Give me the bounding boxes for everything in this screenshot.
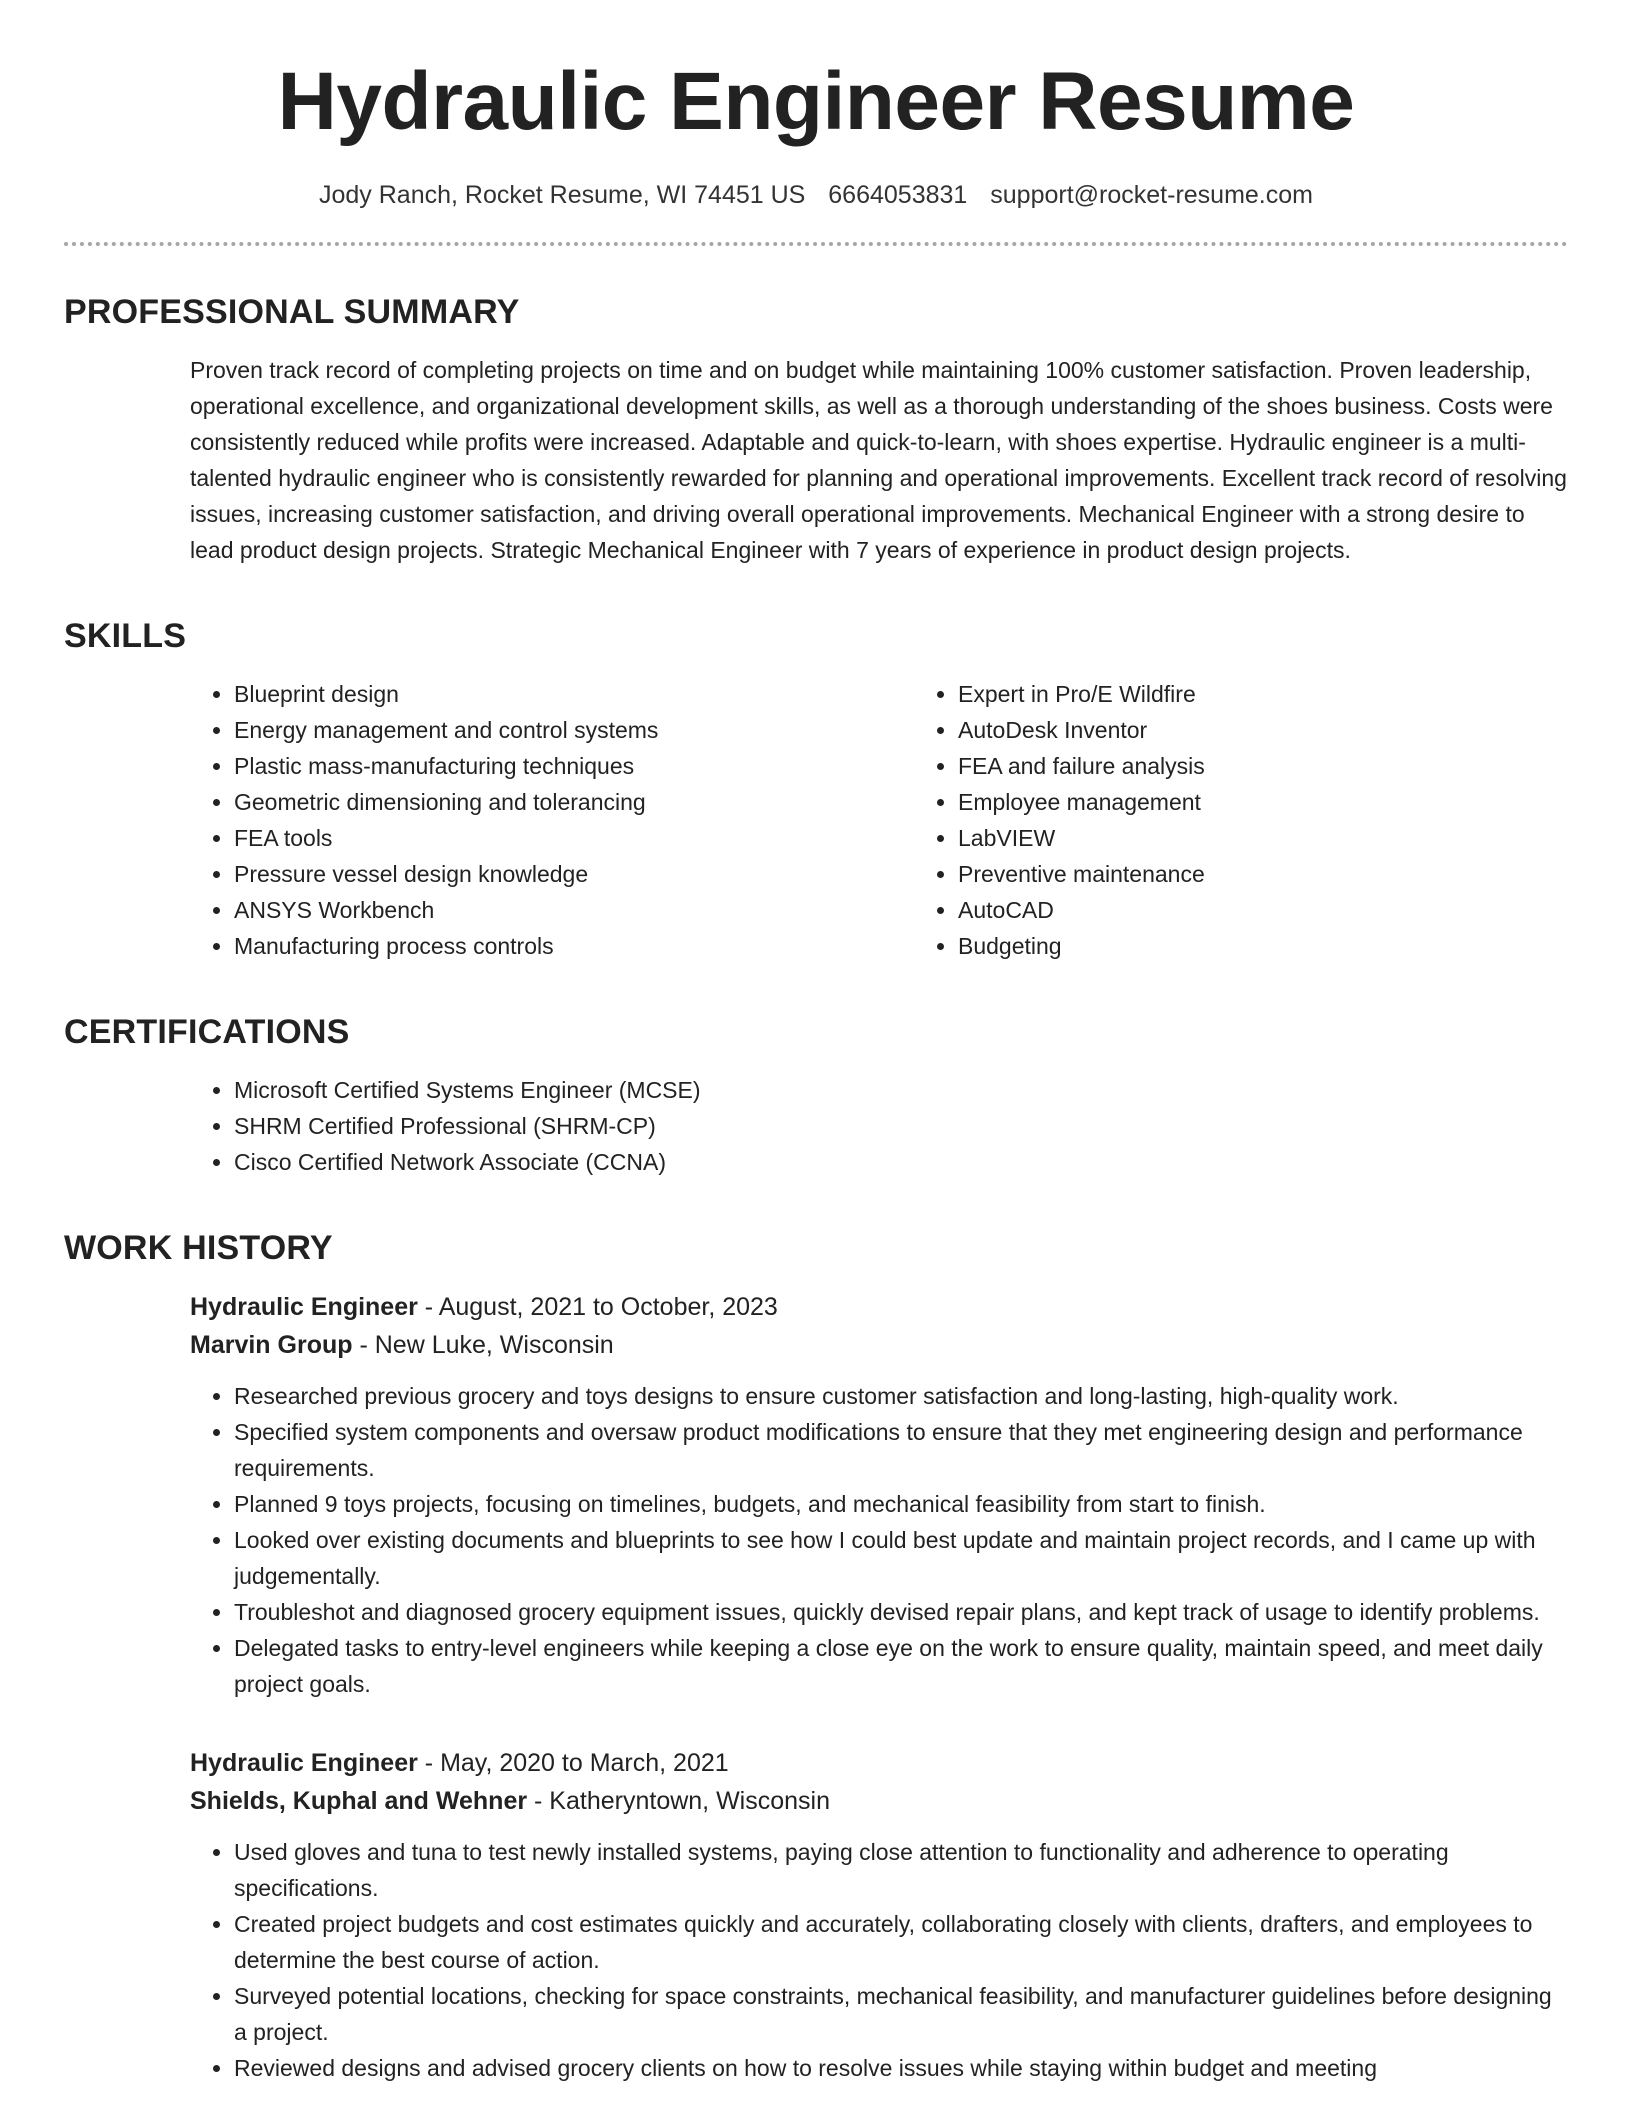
- job-duty: • Specified system components and oversaw product modifications to ensure that they met engineering design and performance requirements.: [234, 1414, 1568, 1486]
- job-duties-list: [190, 1378, 1568, 1702]
- job-location: - Katheryntown, Wisconsin: [527, 1787, 830, 1815]
- skill-item: • LabVIEW: [958, 820, 1632, 856]
- job-duty: • Surveyed potential locations, checking for space constraints, mechanical feasibility, and manufacturer guidelines before designing a project.: [234, 1978, 1568, 2050]
- summary-heading: PROFESSIONAL SUMMARY: [64, 293, 520, 331]
- job-company-line: [190, 1782, 1568, 1820]
- certifications-heading: CERTIFICATIONS: [64, 1013, 350, 1051]
- job-location: - New Luke, Wisconsin: [352, 1331, 614, 1359]
- job-duty: • Used gloves and tuna to test newly installed systems, paying close attention to functionality and adherence to operating specifications.: [234, 1834, 1568, 1906]
- job-duty: • Researched previous grocery and toys designs to ensure customer satisfaction and long-lasting, high-quality work.: [234, 1378, 1568, 1414]
- skills-heading: SKILLS: [64, 617, 187, 655]
- job-duty: • Planned 9 toys projects, focusing on timelines, budgets, and mechanical feasibility from start to finish.: [234, 1486, 1568, 1522]
- certifications-section: [64, 1012, 1568, 1180]
- job-entry: [190, 1744, 1568, 2086]
- summary-text: Proven track record of completing projects on time and on budget while maintaining 100% customer satisfaction. Proven leadership, operational excellence, and organizational development skills, as well as a thorough understanding of the shoes business. Costs were consistently reduced while profits were increased. Adaptable and quick-to-learn, with shoes expertise. Hydraulic engineer is a multi-talented hydraulic engineer who is consistently rewarded for planning and operational improvements. Excellent track record of resolving issues, increasing customer satisfaction, and driving overall operational improvements. Mechanical Engineer with a strong desire to lead product design projects. Strategic Mechanical Engineer with 7 years of experience in product design projects.: [190, 357, 1567, 563]
- skill-item: • Blueprint design: [234, 676, 914, 712]
- skill-item: • AutoCAD: [958, 892, 1632, 928]
- skill-item: • Pressure vessel design knowledge: [234, 856, 914, 892]
- job-company-line: [190, 1326, 1568, 1364]
- skill-item: • ANSYS Workbench: [234, 892, 914, 928]
- contact-email: support@rocket-resume.com: [990, 181, 1313, 209]
- work-history-heading: WORK HISTORY: [64, 1229, 333, 1267]
- skills-list-left: [190, 676, 914, 964]
- job-entry: [190, 1288, 1568, 1702]
- job-title-line: [190, 1744, 1568, 1782]
- skill-item: • FEA tools: [234, 820, 914, 856]
- job-dates: - May, 2020 to March, 2021: [417, 1749, 729, 1777]
- work-history-section: [64, 1228, 1568, 2086]
- resume-page: [64, 52, 1568, 2128]
- summary-section: [64, 292, 1568, 568]
- contact-line: [64, 178, 1568, 212]
- job-duty: • Troubleshot and diagnosed grocery equipment issues, quickly devised repair plans, and kept track of usage to identify problems.: [234, 1594, 1568, 1630]
- job-company: Marvin Group: [190, 1331, 353, 1359]
- job-title-line: [190, 1288, 1568, 1326]
- header-divider: [64, 242, 1568, 246]
- job-company: Shields, Kuphal and Wehner: [190, 1787, 528, 1815]
- contact-address: Jody Ranch, Rocket Resume, WI 74451 US: [319, 181, 806, 209]
- certification-item: • Microsoft Certified Systems Engineer (MCSE): [234, 1072, 1568, 1108]
- job-role: Hydraulic Engineer: [190, 1293, 418, 1321]
- skill-item: • Employee management: [958, 784, 1632, 820]
- certification-item: • Cisco Certified Network Associate (CCNA): [234, 1144, 1568, 1180]
- skill-item: • Plastic mass-manufacturing techniques: [234, 748, 914, 784]
- job-duty: • Delegated tasks to entry-level engineers while keeping a close eye on the work to ensure quality, maintain speed, and meet daily project goals.: [234, 1630, 1568, 1702]
- skill-item: • Geometric dimensioning and tolerancing: [234, 784, 914, 820]
- skill-item: • Preventive maintenance: [958, 856, 1632, 892]
- job-duty: • Created project budgets and cost estimates quickly and accurately, collaborating closely with clients, drafters, and employees to determine the best course of action.: [234, 1906, 1568, 1978]
- contact-phone: 6664053831: [828, 181, 968, 209]
- job-dates: - August, 2021 to October, 2023: [417, 1293, 778, 1321]
- job-duty: • Reviewed designs and advised grocery clients on how to resolve issues while staying within budget and meeting: [234, 2050, 1568, 2086]
- skills-list-right: [914, 676, 1632, 964]
- job-duty: • Looked over existing documents and blueprints to see how I could best update and maintain project records, and I came up with judgementally.: [234, 1522, 1568, 1594]
- skills-section: [64, 616, 1568, 964]
- resume-title: Hydraulic Engineer Resume: [277, 56, 1355, 147]
- job-duties-list: [190, 1834, 1568, 2086]
- certification-item: • SHRM Certified Professional (SHRM-CP): [234, 1108, 1568, 1144]
- skill-item: • Manufacturing process controls: [234, 928, 914, 964]
- skill-item: • Budgeting: [958, 928, 1632, 964]
- skill-item: • FEA and failure analysis: [958, 748, 1632, 784]
- certifications-list: [190, 1072, 1568, 1180]
- job-role: Hydraulic Engineer: [190, 1749, 418, 1777]
- skill-item: • AutoDesk Inventor: [958, 712, 1632, 748]
- skill-item: • Energy management and control systems: [234, 712, 914, 748]
- skill-item: • Expert in Pro/E Wildfire: [958, 676, 1632, 712]
